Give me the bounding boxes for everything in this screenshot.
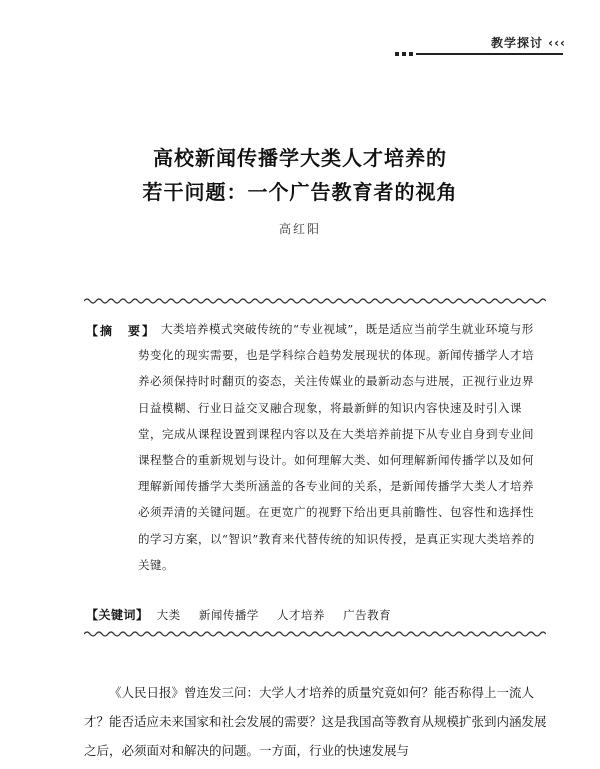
keywords-label: 【关键词】	[86, 608, 149, 622]
abstract-label: 【摘 要】	[86, 324, 157, 338]
header-rule-square	[409, 52, 413, 56]
abstract-text: 大类培养模式突破传统的“专业视域”，既是适应当前学生就业环境与形势变化的现实需要，也是学科综合趋势发展现状的体现。新闻传播学人才培养必须保持时时翻页的姿态，关注传媒业的最新动态与进展，正视行业边界日益模糊、行业日益交叉融合现象，将最新鲜的知识内容快速及时引入课堂，完成从课程设置到课程内容以及在大类培养前提下从专业自身到专业间课程整合的重新规划与设计。如何理解大类、如何理解新闻传播学以及如何理解新闻传播学大类所涵盖的各专业间的关系，是新闻传播学大类人才培养必须弄清的关键问题。在更宽广的视野下给出更具前瞻性、包容性和选择性的学习方案，以“智识”教育来代替传统的知识传授，是真正实现大类培养的关键。	[138, 322, 535, 572]
keyword-item: 广告教育	[343, 608, 392, 622]
paper-title-line-1: 高校新闻传播学大类人才培养的	[153, 146, 447, 170]
section-header: 教学探讨 ‹‹‹	[490, 36, 566, 50]
keyword-item: 大类	[156, 608, 181, 622]
paper-title-line-2: 若干问题：一个广告教育者的视角	[142, 180, 458, 204]
header-rule-line	[416, 53, 563, 55]
wavy-divider-top	[84, 297, 546, 305]
body-paragraph: 《人民日报》曾连发三问：大学人才培养的质量究竟如何？能否称得上一流人才？能否适应未来国家和社会发展的需要？这是我国高等教育从规模扩张到内涵发展之后，必须面对和解决的问题。一方面，行业的快速发展与	[84, 685, 547, 758]
keyword-item: 人才培养	[276, 608, 325, 622]
header-rule	[395, 52, 563, 56]
keywords-row	[86, 606, 405, 623]
header-rule-square	[395, 52, 399, 56]
wavy-divider-bottom	[84, 630, 546, 638]
header-rule-square	[402, 52, 406, 56]
keyword-item: 新闻传播学	[198, 608, 259, 622]
author-name: 高红阳	[278, 222, 321, 236]
